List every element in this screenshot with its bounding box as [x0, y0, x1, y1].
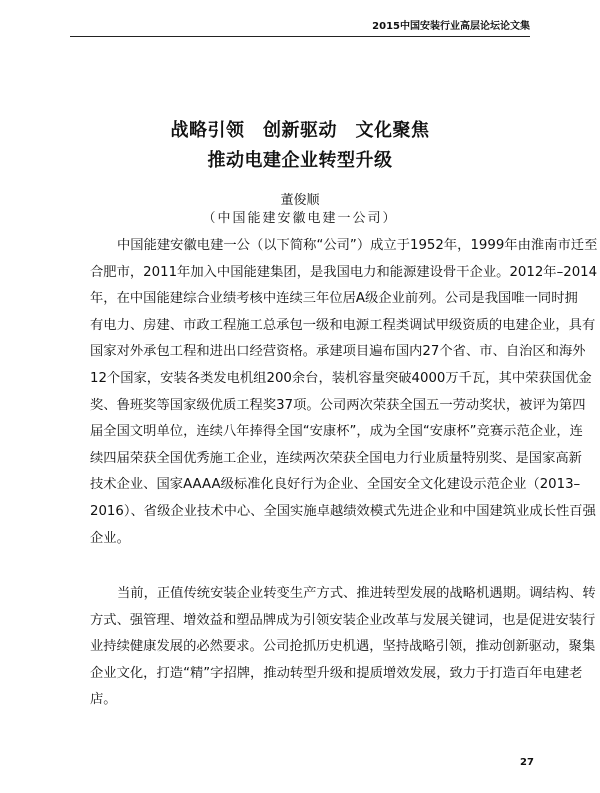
text-line: 方式、强管理、增效益和塑品牌成为引领安装企业改革与发展关键词，也是促进安装行 — [90, 612, 596, 628]
text-line: 企业文化，打造“精”字招牌，推动转型升级和提质增效发展，致力于打造百年电建老 — [90, 665, 583, 681]
text-line: 国家对外承包工程和进出口经营资格。承建项目遍布国内27个省、市、自治区和海外 — [90, 344, 586, 360]
running-header: 2015中国安装行业高层论坛论文集 — [372, 21, 530, 32]
text-line: 店。 — [90, 692, 117, 708]
author-name: 董俊顺 — [280, 193, 320, 208]
text-line: 业持续健康发展的必然要求。公司抢抓历史机遇，坚持战略引领，推动创新驱动，聚集 — [90, 639, 596, 655]
article-title-line-2: 推动电建企业转型升级 — [207, 150, 393, 171]
text-line: 当前，正值传统安装企业转变生产方式、推进转型发展的战略机遇期。调结构、转 — [117, 586, 596, 601]
text-line: 年，在中国能建综合业绩考核中连续三年位居A级企业前列。公司是我国唯一同时拥 — [90, 291, 578, 307]
text-line: 有电力、房建、市政工程施工总承包一级和电源工程类调试甲级资质的电建企业，具有 — [90, 317, 596, 333]
text-line: 续四届荣获全国优秀施工企业，连续两次荣获全国电力行业质量特别奖、是国家高新 — [90, 450, 582, 466]
header-rule — [70, 36, 530, 37]
paragraph-2 — [90, 581, 596, 714]
page-number: 27 — [520, 757, 534, 768]
text-line: 合肥市，2011年加入中国能建集团，是我国电力和能源建设骨干企业。2012年–2014 — [90, 264, 598, 280]
text-line: 中国能建安徽电建一公（以下简称“公司”）成立于1952年，1999年由淮南市迁至 — [117, 238, 598, 253]
text-line: 技术企业、国家AAAA级标准化良好行为企业、全国安全文化建设示范企业（2013– — [90, 477, 581, 493]
text-line: 12个国家，安装各类发电机组200余台，装机容量突破4000万千瓦，其中荣获国优金 — [90, 370, 592, 386]
author-affiliation: （中国能建安徽电建一公司） — [202, 211, 398, 226]
text-line: 奖、鲁班奖等国家级优质工程奖37项。公司两次荣获全国五一劳动奖状，被评为第四 — [90, 397, 586, 413]
text-line: 届全国文明单位，连续八年捧得全国“安康杯”，成为全国“安康杯”竞赛示范企业，连 — [90, 424, 583, 440]
text-line: 企业。 — [90, 530, 130, 546]
paragraph-1 — [90, 233, 598, 552]
article-title-line-1: 战略引领 创新驱动 文化聚焦 — [170, 120, 430, 141]
text-line: 2016）、省级企业技术中心、全国实施卓越绩效模式先进企业和中国建筑业成长性百强 — [90, 503, 596, 519]
